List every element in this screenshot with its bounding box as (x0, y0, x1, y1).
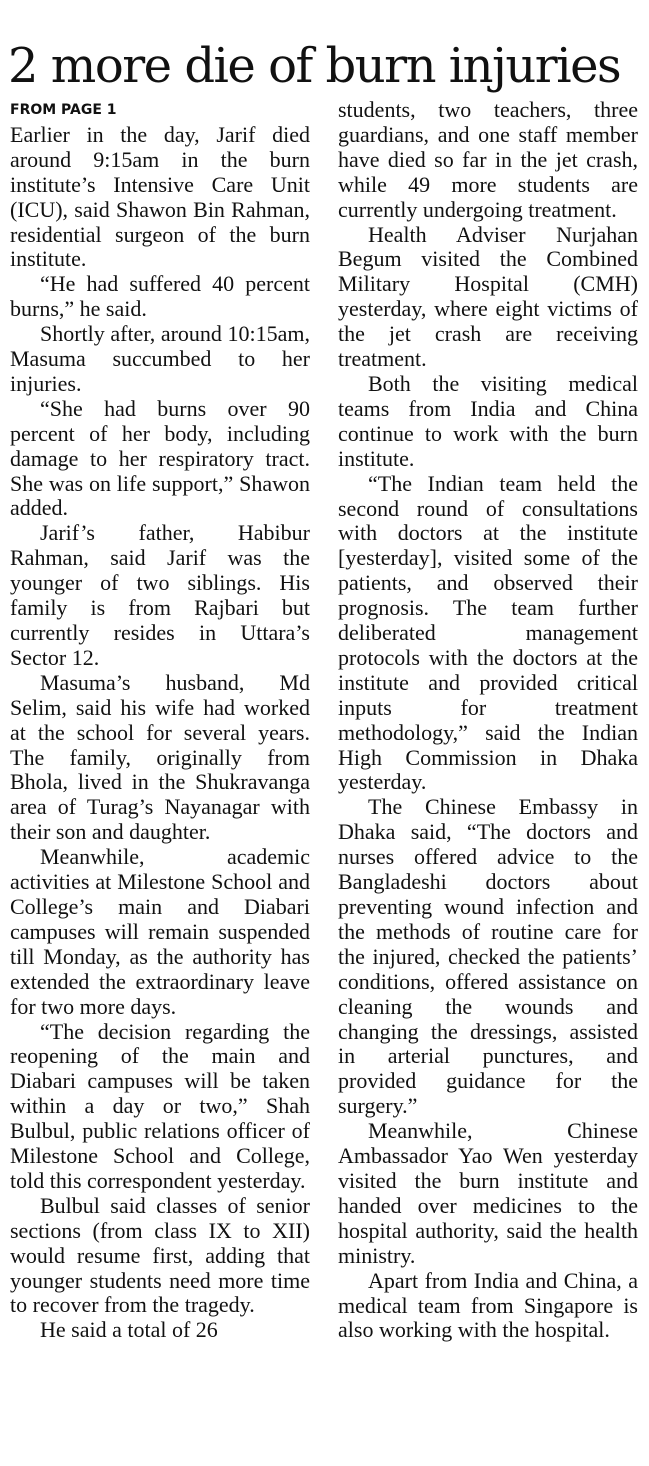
paragraph-9: Bulbul said classes of senior sections (from class IX to XII) would resume first, adding that younger students need more time to recover from the tragedy. (10, 1192, 310, 1318)
paragraph-2: “He had suffered 40 percent burns,” he said. (10, 271, 310, 322)
paragraph-8: “The decision regarding the reopening of the main and Diabari campuses will be taken within a day or two,” Shah Bulbul, public relations officer of Milestone School and College, told this correspondent yesterday. (10, 1018, 310, 1193)
paragraph-6: Masuma’s husband, Md Selim, said his wife had worked at the school for several years. The family, originally from Bhola, lived in the Shukravanga area of Turag’s Nayanagar with their son and daughter. (10, 669, 310, 845)
paragraph-16: Apart from India and China, a medical team from Singapore is also working with the hospital. (338, 1267, 638, 1343)
paragraph-10: He said a total of 26 (40, 1317, 218, 1343)
paragraph-10-continued: students, two teachers, three guardians, and one staff member have died so far in the jet crash, while 49 more students are currently undergoing treatment. (338, 97, 638, 222)
jump-kicker: FROM PAGE 1 (10, 102, 117, 118)
paragraph-15: Meanwhile, Chinese Ambassador Yao Wen yesterday visited the burn institute and handed over medicines to the hospital authority, said the health ministry. (338, 1118, 638, 1268)
paragraph-3: Shortly after, around 10:15am, Masuma succumbed to her injuries. (10, 321, 310, 396)
paragraph-12: Both the visiting medical teams from India and China continue to work with the burn institute. (338, 370, 638, 471)
paragraph-1: Earlier in the day, Jarif died around 9:15am in the burn institute’s Intensive Care Unit (ICU), said Shawon Bin Rahman, residential surgeon of the burn institute. (10, 121, 310, 272)
paragraph-5: Jarif’s father, Habibur Rahman, said Jarif was the younger of two siblings. His family is from Rajbari but currently resides in Uttara’s Sector 12. (10, 520, 310, 670)
article-column-right (338, 98, 638, 1343)
paragraph-13: “The Indian team held the second round of consultations with doctors at the institute [yesterday], visited some of the patients, and observed their prognosis. The team further deliberated management protocols with the doctors at the institute and provided critical inputs for treatment methodology,” said the Indian High Commission in Dhaka yesterday. (338, 470, 638, 795)
paragraph-7: Meanwhile, academic activities at Milestone School and College’s main and Diabari campuses will remain suspended till Monday, as the authority has extended the extraordinary leave for two more days. (10, 844, 310, 1019)
headline: 2 more die of burn injuries (8, 38, 621, 94)
paragraph-11: Health Adviser Nurjahan Begum visited the Combined Military Hospital (CMH) yesterday, where eight victims of the jet crash are receiving treatment. (338, 221, 638, 372)
paragraph-14: The Chinese Embassy in Dhaka said, “The doctors and nurses offered advice to the Bangladeshi doctors about preventing wound infection and the methods of routine care for the injured, checked the patients’ conditions, offered assistance on cleaning the wounds and changing the dressings, assisted in arterial punctures, and provided guidance for the surgery.” (338, 794, 638, 1119)
paragraph-4: “She had burns over 90 percent of her body, including damage to her respiratory tract. She was on life support,” Shawon added. (10, 395, 310, 521)
article-column-left (10, 98, 310, 1343)
